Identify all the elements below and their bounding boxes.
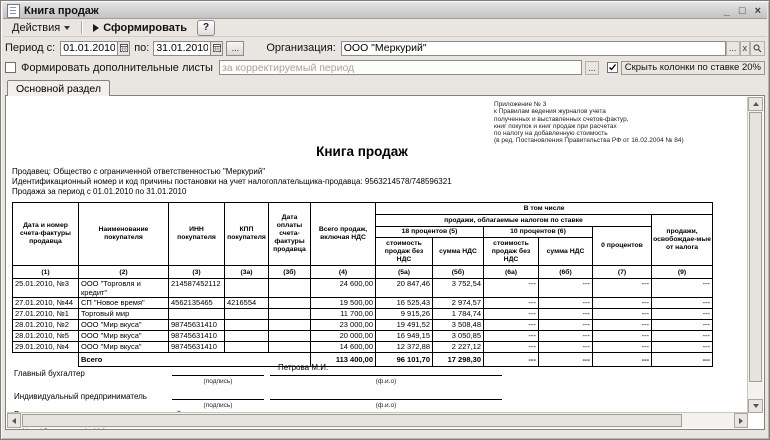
signature-caption: (подпись) xyxy=(203,378,233,385)
cell-invoice: 29.01.2010, №4 xyxy=(13,342,79,353)
cell-rate-0: --- xyxy=(593,309,652,320)
cell-payment-date xyxy=(269,298,311,309)
cell-rate-0: --- xyxy=(593,279,652,298)
cell-total: 24 600,00 xyxy=(311,279,376,298)
cell-payment-date xyxy=(269,331,311,342)
col-number: (3) xyxy=(169,266,225,279)
organization-field xyxy=(341,41,726,56)
cell-cost-18: 19 491,52 xyxy=(376,320,433,331)
header-rate-18: 18 процентов (5) xyxy=(376,227,484,238)
cell-total: 11 700,00 xyxy=(311,309,376,320)
cell-vat-10: --- xyxy=(539,309,593,320)
cell-exempt: --- xyxy=(652,342,713,353)
col-header-cost-10: стоимость продаж без НДС xyxy=(484,238,539,266)
cell-exempt: --- xyxy=(652,298,713,309)
col-header-invoice: Дата и номер счета-фактуры продавца xyxy=(13,203,79,266)
header-taxed-sales: продажи, облагаемые налогом по ставке xyxy=(376,215,652,227)
close-button[interactable]: × xyxy=(754,4,761,17)
generate-button-label: Сформировать xyxy=(103,21,187,34)
col-header-vat-10: сумма НДС xyxy=(539,238,593,266)
cell-vat-18: 3 050,85 xyxy=(433,331,484,342)
total-exempt: --- xyxy=(652,353,713,367)
period-select-button[interactable]: ... xyxy=(226,41,244,56)
toolbar xyxy=(3,19,767,37)
cell-invoice: 28.01.2010, №5 xyxy=(13,331,79,342)
cell-rate-0: --- xyxy=(593,320,652,331)
cell-kpp: 4216554 xyxy=(225,298,269,309)
cell-total: 23 000,00 xyxy=(311,320,376,331)
col-number: (7) xyxy=(593,266,652,279)
col-number: (9) xyxy=(652,266,713,279)
chief-name-line: Петрова М.И. xyxy=(270,363,502,376)
search-icon xyxy=(753,44,762,53)
cell-rate-0: --- xyxy=(593,342,652,353)
col-header-total-sales: Всего продаж, включая НДС xyxy=(311,203,376,266)
cell-rate-0: --- xyxy=(593,298,652,309)
actions-menu-label: Действия xyxy=(12,21,61,34)
cell-payment-date xyxy=(269,309,311,320)
arrow-up-icon xyxy=(753,102,759,106)
horizontal-scroll-thumb[interactable] xyxy=(22,414,682,427)
cell-rate-0: --- xyxy=(593,331,652,342)
cell-cost-10: --- xyxy=(484,342,539,353)
cell-inn xyxy=(169,309,225,320)
period-to-label: по: xyxy=(134,42,150,54)
chief-accountant-label: Главный бухгалтер xyxy=(14,369,85,378)
col-number: (5а) xyxy=(376,266,433,279)
total-label: Всего xyxy=(79,353,311,367)
cell-cost-10: --- xyxy=(484,320,539,331)
organization-ellipsis-button[interactable]: ... xyxy=(726,41,740,56)
organization-clear-button[interactable]: x xyxy=(740,41,751,56)
cell-vat-18: 3 508,48 xyxy=(433,320,484,331)
col-header-vat-18: сумма НДС xyxy=(433,238,484,266)
report-document xyxy=(7,97,748,413)
seller-info xyxy=(12,167,452,196)
table-row xyxy=(13,298,713,309)
vertical-scroll-thumb[interactable] xyxy=(749,112,762,382)
entrepreneur-name-line xyxy=(270,387,502,400)
correction-period-ellipsis-button[interactable]: ... xyxy=(585,61,599,75)
play-icon xyxy=(93,24,99,32)
col-number: (6а) xyxy=(484,266,539,279)
appendix-line: (в ред. Постановления Правительства РФ от 16.02.2004 № 84) xyxy=(494,137,684,145)
period-line: Продажа за период с 01.01.2010 по 31.01.2010 xyxy=(12,186,187,196)
calendar-button[interactable] xyxy=(117,42,129,55)
cell-kpp xyxy=(225,342,269,353)
minimize-button[interactable]: _ xyxy=(723,4,730,17)
cell-payment-date xyxy=(269,279,311,298)
inn-line: Идентификационный номер и код причины постановки на учет налогоплательщика-продавца: 9563214578/748596321 xyxy=(12,176,452,186)
cell-cost-18: 16 525,43 xyxy=(376,298,433,309)
table-row xyxy=(13,342,713,353)
cell-kpp xyxy=(225,279,269,298)
cell-invoice: 25.01.2010, №3 xyxy=(13,279,79,298)
toolbar-separator xyxy=(81,21,82,34)
cell-buyer: ООО "Мир вкуса" xyxy=(79,342,169,353)
cell-kpp xyxy=(225,309,269,320)
cell-invoice: 27.01.2010, №1 xyxy=(13,309,79,320)
table-row xyxy=(13,309,713,320)
help-button[interactable]: ? xyxy=(197,20,215,36)
total-vat-10: --- xyxy=(539,353,593,367)
table-row xyxy=(13,331,713,342)
name-caption: (ф.и.о) xyxy=(375,402,397,409)
chevron-down-icon xyxy=(64,26,70,30)
col-number: (6б) xyxy=(539,266,593,279)
table-row xyxy=(13,320,713,331)
scroll-right-button[interactable] xyxy=(734,413,748,428)
total-empty-cell xyxy=(13,353,79,367)
cell-buyer: ООО "Торговля и кредит" xyxy=(79,279,169,298)
col-header-buyer: Наименование покупателя xyxy=(79,203,169,266)
period-from-field xyxy=(60,41,130,56)
name-caption: (ф.и.о) xyxy=(375,378,397,385)
cell-cost-18: 12 372,88 xyxy=(376,342,433,353)
arrow-right-icon xyxy=(739,418,743,424)
seller-line: Продавец: Общество с ограниченной ответственностью "Меркурий" xyxy=(12,167,266,176)
period-to-input[interactable] xyxy=(154,42,210,55)
cell-exempt: --- xyxy=(652,331,713,342)
cell-cost-18: 9 915,26 xyxy=(376,309,433,320)
header-including: В том числе xyxy=(376,203,713,215)
options-row xyxy=(5,60,765,75)
arrow-down-icon xyxy=(753,404,759,408)
generate-button[interactable] xyxy=(87,20,193,36)
hide-columns-checkbox[interactable] xyxy=(607,62,618,73)
cell-vat-10: --- xyxy=(539,279,593,298)
cell-cost-10: --- xyxy=(484,309,539,320)
cell-buyer: ООО "Мир вкуса" xyxy=(79,331,169,342)
cell-cost-10: --- xyxy=(484,331,539,342)
cell-kpp xyxy=(225,320,269,331)
total-rate-0: --- xyxy=(593,353,652,367)
calendar-button[interactable] xyxy=(210,42,222,55)
cell-kpp xyxy=(225,331,269,342)
col-number: (3б) xyxy=(269,266,311,279)
chief-signature-line xyxy=(172,363,264,376)
cell-vat-10: --- xyxy=(539,331,593,342)
cell-vat-18: 3 752,54 xyxy=(433,279,484,298)
cell-buyer: СП "Новое время" xyxy=(79,298,169,309)
cell-inn: 98745631410 xyxy=(169,342,225,353)
cell-exempt: --- xyxy=(652,309,713,320)
scroll-left-button[interactable] xyxy=(7,413,21,428)
cell-total: 14 600,00 xyxy=(311,342,376,353)
correction-period-input[interactable] xyxy=(220,61,581,74)
tab-strip xyxy=(4,80,766,96)
col-header-exempt: продажи, освобождае-мые от налога xyxy=(652,215,713,266)
scroll-down-button[interactable] xyxy=(748,399,763,413)
cell-buyer: ООО "Мир вкуса" xyxy=(79,320,169,331)
table-row xyxy=(13,279,713,298)
cell-vat-10: --- xyxy=(539,342,593,353)
cell-cost-10: --- xyxy=(484,279,539,298)
tab-main-section[interactable]: Основной раздел xyxy=(7,80,110,96)
appendix-line: по налогу на добавленную стоимость xyxy=(494,130,608,138)
report-page xyxy=(5,95,765,430)
cell-exempt: --- xyxy=(652,320,713,331)
cell-exempt: --- xyxy=(652,279,713,298)
cell-vat-10: --- xyxy=(539,320,593,331)
cell-cost-18: 16 949,15 xyxy=(376,331,433,342)
cell-inn: 214587452112 xyxy=(169,279,225,298)
entrepreneur-label: Индивидуальный предприниматель xyxy=(14,392,147,401)
window-document-icon xyxy=(7,4,20,18)
col-header-cost-18: стоимость продаж без НДС xyxy=(376,238,433,266)
cell-cost-18: 20 847,46 xyxy=(376,279,433,298)
col-number: (2) xyxy=(79,266,169,279)
period-to-field xyxy=(153,41,223,56)
entrepreneur-signature-line xyxy=(172,387,264,400)
period-from-input[interactable] xyxy=(61,42,117,55)
actions-menu-button[interactable] xyxy=(6,20,76,36)
cell-vat-10: --- xyxy=(539,298,593,309)
sales-book-table xyxy=(12,202,713,367)
window-title: Книга продаж xyxy=(24,4,99,17)
period-filter-row xyxy=(5,40,765,56)
title-bar xyxy=(3,3,767,19)
signature-caption: (подпись) xyxy=(203,402,233,409)
total-vat-18: 17 298,30 xyxy=(433,353,484,367)
cell-payment-date xyxy=(269,320,311,331)
total-cost-10: --- xyxy=(484,353,539,367)
appendix-line: к Правилам ведения журналов учета xyxy=(494,108,606,116)
vertical-scrollbar[interactable] xyxy=(747,97,763,413)
organization-search-button[interactable] xyxy=(750,41,765,56)
extra-sheets-checkbox[interactable] xyxy=(5,62,16,73)
col-header-inn: ИНН покупателя xyxy=(169,203,225,266)
cell-invoice: 27.01.2010, №44 xyxy=(13,298,79,309)
cell-vat-18: 2 974,57 xyxy=(433,298,484,309)
col-number: (4) xyxy=(311,266,376,279)
header-rate-0: 0 процентов xyxy=(593,227,652,266)
col-number: (5б) xyxy=(433,266,484,279)
horizontal-scrollbar[interactable] xyxy=(7,412,748,428)
cell-buyer: Торговый мир xyxy=(79,309,169,320)
calendar-icon xyxy=(120,44,128,52)
appendix-line: полученных и выставленных счетов-фактур, xyxy=(494,115,629,123)
appendix-note xyxy=(494,101,734,145)
organization-label: Организация: xyxy=(266,42,336,54)
cell-total: 20 000,00 xyxy=(311,331,376,342)
col-number: (3а) xyxy=(225,266,269,279)
total-cost-18: 96 101,70 xyxy=(376,353,433,367)
extra-sheets-label: Формировать дополнительные листы xyxy=(21,61,213,74)
calendar-icon xyxy=(213,44,221,52)
col-number: (1) xyxy=(13,266,79,279)
maximize-button[interactable]: □ xyxy=(738,4,746,17)
cell-invoice: 28.01.2010, №2 xyxy=(13,320,79,331)
correction-period-field xyxy=(219,60,582,75)
appendix-line: книг покупок и книг продаж при расчетах xyxy=(494,122,617,130)
col-header-kpp: КПП покупателя xyxy=(225,203,269,266)
cell-vat-18: 2 227,12 xyxy=(433,342,484,353)
header-rate-10: 10 процентов (6) xyxy=(484,227,593,238)
period-from-label: Период с: xyxy=(5,42,56,54)
organization-input[interactable] xyxy=(342,42,725,55)
checkmark-icon xyxy=(608,63,617,72)
cell-payment-date xyxy=(269,342,311,353)
total-sales: 113 400,00 xyxy=(311,353,376,367)
cell-vat-18: 1 784,74 xyxy=(433,309,484,320)
hide-columns-label: Скрыть колонки по ставке 20% xyxy=(621,61,765,75)
arrow-left-icon xyxy=(12,418,16,424)
appendix-line: Приложение № 3 xyxy=(494,101,547,108)
report-title: Книга продаж xyxy=(316,144,408,159)
scroll-up-button[interactable] xyxy=(748,97,763,111)
cell-inn: 98745631410 xyxy=(169,320,225,331)
cell-total: 19 500,00 xyxy=(311,298,376,309)
cell-inn: 98745631410 xyxy=(169,331,225,342)
col-header-payment-date: Дата оплаты счета-фактуры продавца xyxy=(269,203,311,266)
cell-cost-10: --- xyxy=(484,298,539,309)
cell-inn: 4562135465 xyxy=(169,298,225,309)
